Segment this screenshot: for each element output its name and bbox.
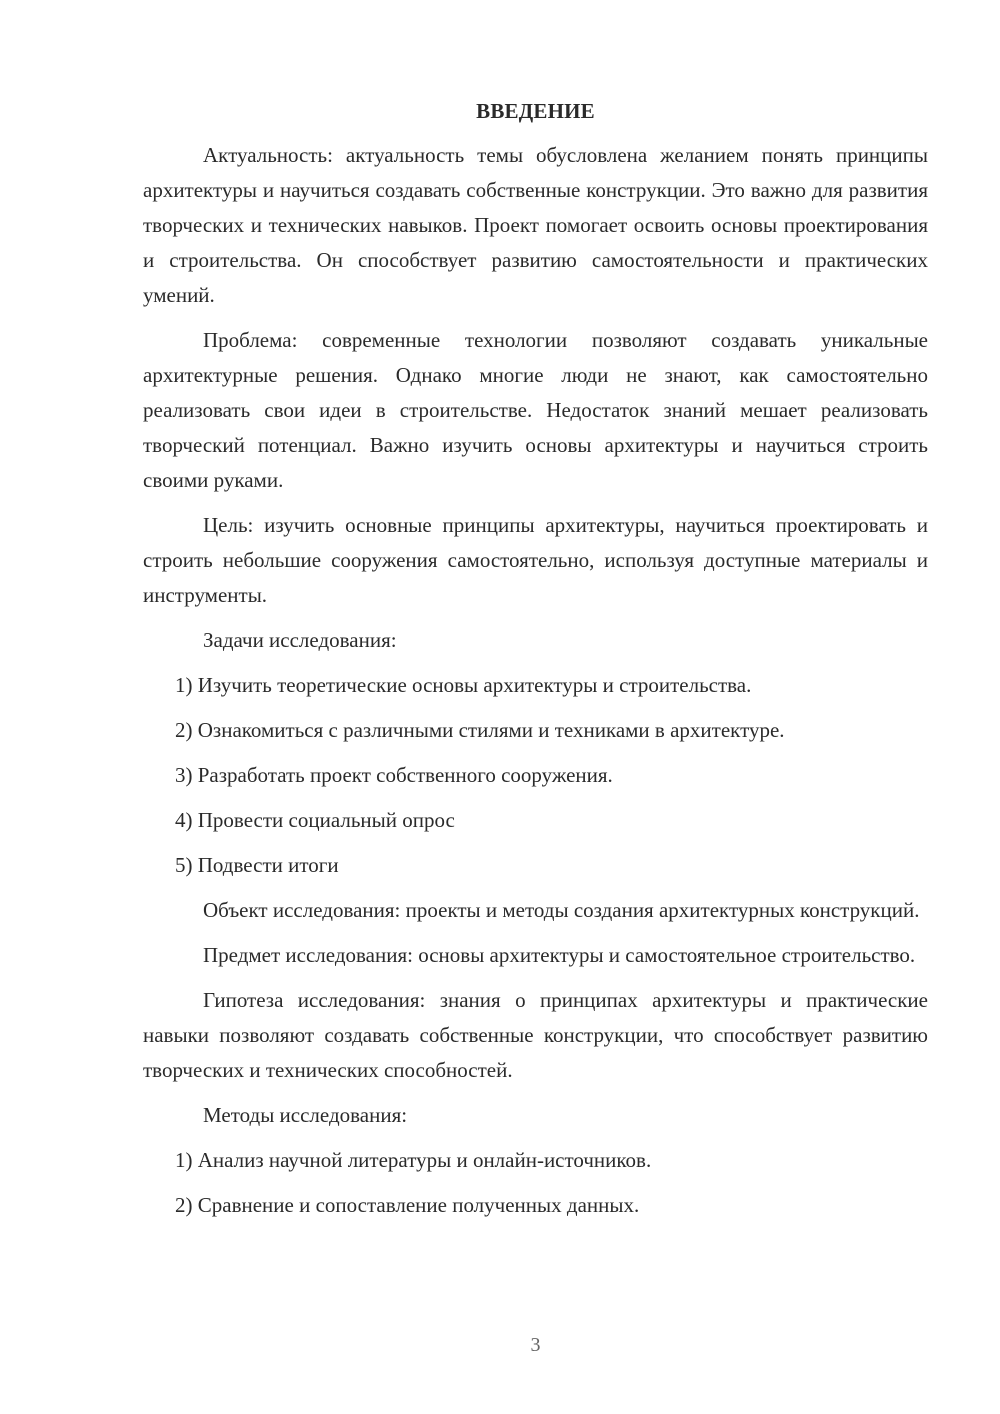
problem-paragraph: Проблема: современные технологии позволяют создавать уникальные архитектурные решения. Однако многие люди не знают, как самостоятельно реализовать свои идеи в строительстве. Недостаток знаний мешает реализовать творческий потенциал. Важно изучить основы архитектуры и научиться строить своими руками. [143,328,928,492]
list-item: 1) Анализ научной литературы и онлайн-источников. [175,1148,652,1172]
tasks-heading: Задачи исследования: [203,628,397,652]
page-title: ВВЕДЕНИЕ [476,99,595,123]
list-item: 2) Ознакомиться с различными стилями и техниками в архитектуре. [175,718,785,742]
tasks-list [143,668,928,883]
methods-heading: Методы исследования: [203,1103,408,1127]
list-item: 1) Изучить теоретические основы архитектуры и строительства. [175,673,752,697]
goal-paragraph: Цель: изучить основные принципы архитектуры, научиться проектировать и строить небольшие сооружения самостоятельно, используя доступные материалы и инструменты. [143,513,928,607]
list-item: 3) Разработать проект собственного сооружения. [175,763,613,787]
object-paragraph: Объект исследования: проекты и методы создания архитектурных конструкций. [203,898,920,922]
document-page [143,96,928,1233]
list-item: 4) Провести социальный опрос [175,808,455,832]
list-item: 5) Подвести итоги [175,853,339,877]
page-number: 3 [530,1334,541,1356]
subject-paragraph: Предмет исследования: основы архитектуры и самостоятельное строительство. [203,943,916,967]
methods-list [143,1143,928,1223]
relevance-paragraph: Актуальность: актуальность темы обусловлена желанием понять принципы архитектуры и научиться создавать собственные конструкции. Это важно для развития творческих и технических навыков. Проект помогает освоить основы проектирования и строительства. Он способствует развитию самостоятельности и практических умений. [143,143,928,307]
hypothesis-paragraph: Гипотеза исследования: знания о принципах архитектуры и практические навыки позволяют создавать собственные конструкции, что способствует развитию творческих и технических способностей. [143,988,928,1082]
list-item: 2) Сравнение и сопоставление полученных данных. [175,1193,640,1217]
